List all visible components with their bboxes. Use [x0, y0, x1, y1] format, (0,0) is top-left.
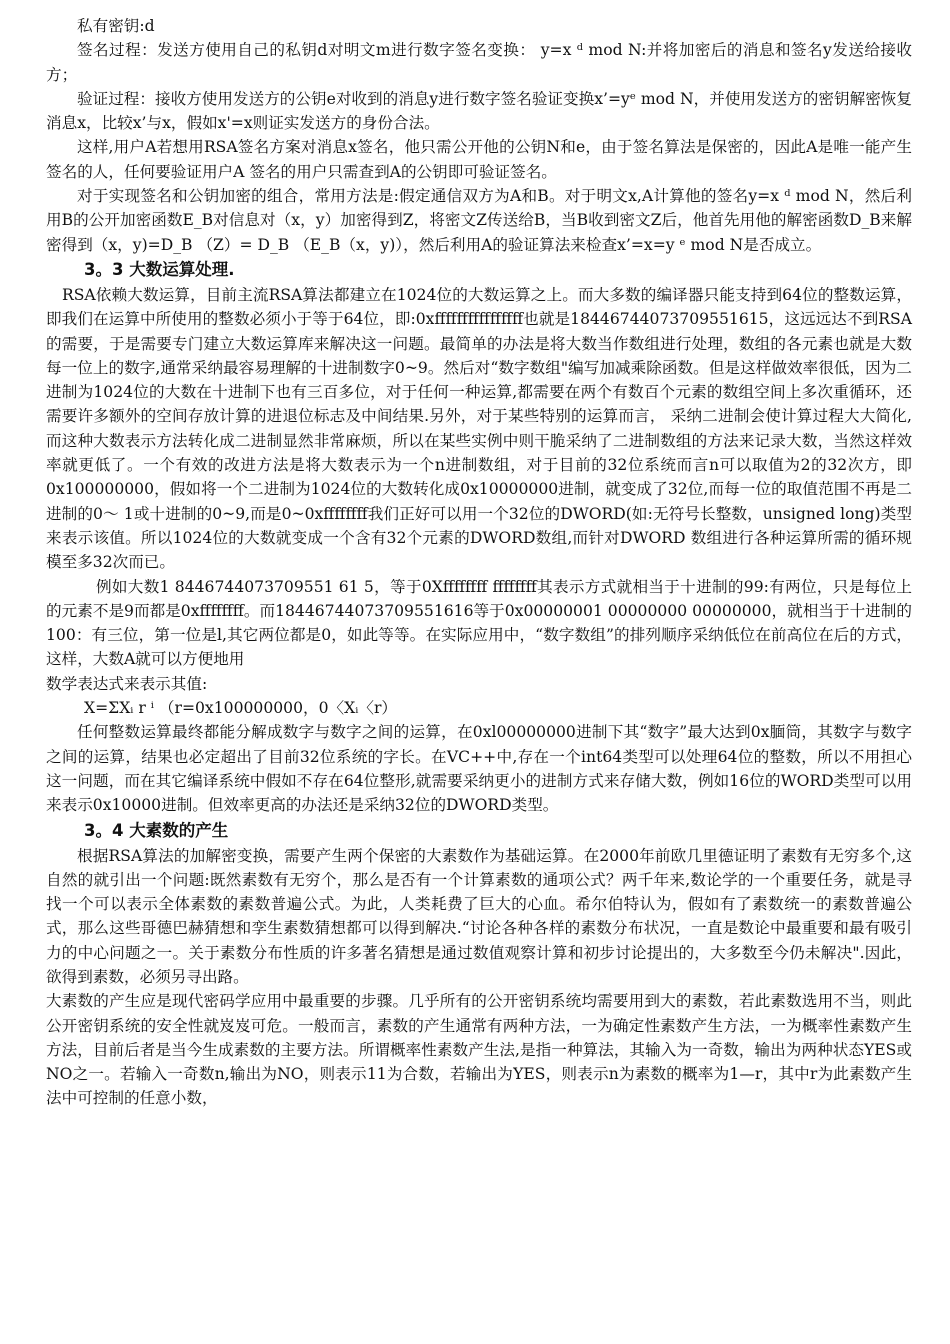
- integer-operation-paragraph: 任何整数运算最终都能分解成数字与数字之间的运算，在0xl00000000进制下其“数字”最大达到0x腼筒，其数字与数字之间的运算，结果也必定超出了目前32位系统的字长。在VC++中,存在一个int64类型可以处理64位的整数，所以不用担心这一问题，而在其它编译系统中假如不存在64位整形,就需要采纳更小的进制方式来存储大数，例如16位的WORD类型可以用来表示0x10000进制。但效率更高的办法还是采纳32位的DWORD类型。: [46, 723, 912, 815]
- private-key-line: 私有密钥:d: [77, 17, 155, 35]
- signing-process-paragraph: 签名过程：发送方使用自己的私钥d对明文m进行数字签名变换： y=x ᵈ mod N:并将加密后的消息和签名y发送给接收方；: [46, 41, 912, 84]
- bignum-paragraph: RSA依赖大数运算，目前主流RSA算法都建立在1024位的大数运算之上。而大多数的编译器只能支持到64位的整数运算，即我们在运算中所使用的整数必须小于等于64位，即:0xffffffffffffffff也就是18446744073709551615，这远远达不到RSA的需要，于是需要专门建立大数运算库来解决这一问题。最简单的办法是将大数当作数组进行处理，数组的各元素也就是大数每一位上的数字,通常采纳最容易理解的十进制数字0~9。然后对“数字数组"编写加减乘除函数。但是这样做效率很低，因为二进制为1024位的大数在十进制下也有三百多位，对于任何一种运算,都需要在两个有数百个元素的数组空间上多次重循环，还需要许多额外的空间存放计算的进退位标志及中间结果.另外，对于某些特别的运算而言， 采纳二进制会使计算过程大大简化,而这种大数表示方法转化成二进制显然非常麻烦，所以在某些实例中则干脆采纳了二进制数组的方法来记录大数，当然这样效率就更低了。一个有效的改进方法是将大数表示为一个n进制数组，对于目前的32位系统而言n可以取值为2的32次方，即0x100000000，假如将一个二进制为1024位的大数转化成0x10000000进制，就变成了32位,而每一位的取值范围不再是二进制的0～ 1或十进制的0~9,而是0~0xffffffff我们正好可以用一个32位的DWORD(如:无符号长整数，unsigned long)类型来表示该值。所以1024位的大数就变成一个含有32个元素的DWORD数组,而针对DWORD 数组进行各种运算所需的循环规模至多32次而已。: [46, 285, 912, 572]
- section-heading-3-4: 3。4 大素数的产生: [84, 820, 229, 840]
- bignum-formula: X=ΣXᵢ r ⁱ （r=0x100000000，0〈Xᵢ〈r）: [84, 699, 398, 718]
- math-expression-intro: 数学表达式来表示其值:: [46, 674, 208, 693]
- prime-generation-paragraph: 大素数的产生应是现代密码学应用中最重要的步骤。几乎所有的公开密钥系统均需要用到大的素数，若此素数选用不当，则此公开密钥系统的安全性就岌岌可危。一般而言，素数的产生通常有两种方法，一为确定性素数产生方法，一为概率性素数产生方法，目前后者是当今生成素数的主要方法。所谓概率性素数产生法,是指一种算法，其输入为一奇数，输出为两种状态YES或NO之一。若输入一奇数n,输出为NO，则表示11为合数，若输出为YES，则表示n为素数的概率为1—r，其中r为此素数产生法中可控制的任意小数，: [46, 992, 912, 1108]
- section-heading-3-3: 3。3 大数运算处理.: [84, 259, 235, 279]
- sign-encrypt-combo-paragraph: 对于实现签名和公钥加密的组合，常用方法是:假定通信双方为A和B。对于明文x,A计算他的签名y=x ᵈ mod N，然后利用B的公开加密函数E_B对信息对（x，y）加密得到Z，将密文Z传送给B，当B收到密文Z后，他首先用他的解密函数D_B来解密得到（x，y)=D_B （Z）= D_B （E_B（x，y)），然后利用A的验证算法来检查x’=x=y ᵉ mod N是否成立。: [46, 187, 912, 254]
- document-page: [46, 14, 912, 1111]
- bignum-example-paragraph: 例如大数1 8446744073709551 61 5，等于0Xffffffff ffffffff其表示方式就相当于十进制的99:有两位，只是每位上的元素不是9而都是0xffffffff。而18446744073709551616等于0x00000001 00000000 00000000，就相当于十进制的100：有三位，第一位是l,其它两位都是0，如此等等。在实际应用中，“数字数组”的排列顺序采纳低位在前高位在后的方式，这样，大数A就可以方便地用: [46, 577, 912, 669]
- verification-process-paragraph: 验证过程：接收方使用发送方的公钥e对收到的消息y进行数字签名验证变换x’=yᵉ mod N，并使用发送方的密钥解密恢复消息x，比较x’与x，假如x'=x则证实发送方的身份合法。: [46, 89, 912, 133]
- rsa-signature-paragraph: 这样,用户A若想用RSA签名方案对消息x签名，他只需公开他的公钥N和e，由于签名算法是保密的，因此A是唯一能产生签名的人，任何要验证用户A 签名的用户只需查到A的公钥即可验证签名。: [46, 138, 912, 181]
- prime-history-paragraph: 根据RSA算法的加解密变换，需要产生两个保密的大素数作为基础运算。在2000年前欧几里德证明了素数有无穷多个,这自然的就引出一个问题:既然素数有无穷个，那么是否有一个计算素数的通项公式？两千年来,数论学的一个重要任务，就是寻找一个可以表示全体素数的素数普遍公式。为此，人类耗费了巨大的心血。希尔伯特认为，假如有了素数统一的素数普遍公式，那么这些哥德巴赫猜想和孪生素数猜想都可以得到解决.“讨论各种各样的素数分布状况，一直是数论中最重要和最有吸引力的中心问题之一。关于素数分布性质的许多著名猜想是通过数值观察计算和初步讨论提出的，大多数至今仍未解决".因此，欲得到素数，必须另寻出路。: [46, 846, 912, 986]
